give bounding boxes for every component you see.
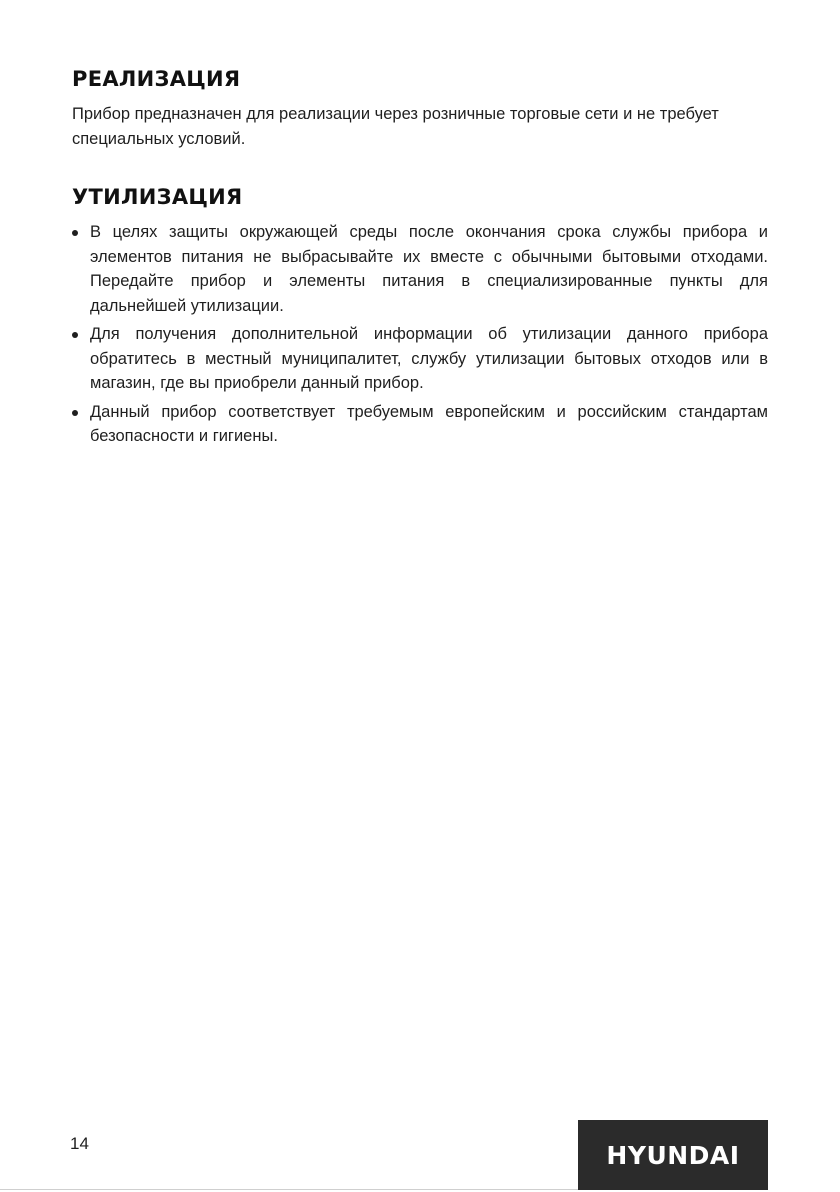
list-item-text: Для получения дополнительной информации об утилизации данного прибора обратитесь в местный муниципалитет, службу утилизации бытовых отходов или в магазин, где вы приобрели данный прибор. — [90, 325, 768, 392]
brand-logo — [578, 1120, 768, 1190]
list-item — [72, 322, 768, 396]
bottom-divider — [0, 1189, 578, 1190]
bullet-icon — [72, 332, 78, 338]
disposal-section — [72, 184, 768, 453]
list-item-text: Данный прибор соответствует требуемым европейским и российским стандартам безопасности и гигиены. — [90, 402, 768, 445]
list-item — [72, 400, 768, 449]
brand-logo-text: HYUNDAI — [606, 1140, 740, 1170]
disposal-heading: УТИЛИЗАЦИЯ — [72, 185, 243, 209]
disposal-list — [72, 220, 768, 449]
bullet-icon — [72, 230, 78, 236]
realization-text: Прибор предназначен для реализации через розничные торговые сети и не требует специальных условий. — [72, 105, 719, 148]
list-item-text: В целях защиты окружающей среды после окончания срока службы прибора и элементов питания не выбрасывайте их вместе с обычными бытовыми отходами. Передайте прибор и элементы питания в специализированные пункты для дальнейшей утилизации. — [90, 223, 768, 315]
bullet-icon — [72, 410, 78, 416]
realization-section — [72, 66, 768, 152]
list-item — [72, 220, 768, 318]
page-number: 14 — [70, 1134, 89, 1153]
realization-heading: РЕАЛИЗАЦИЯ — [72, 67, 241, 91]
